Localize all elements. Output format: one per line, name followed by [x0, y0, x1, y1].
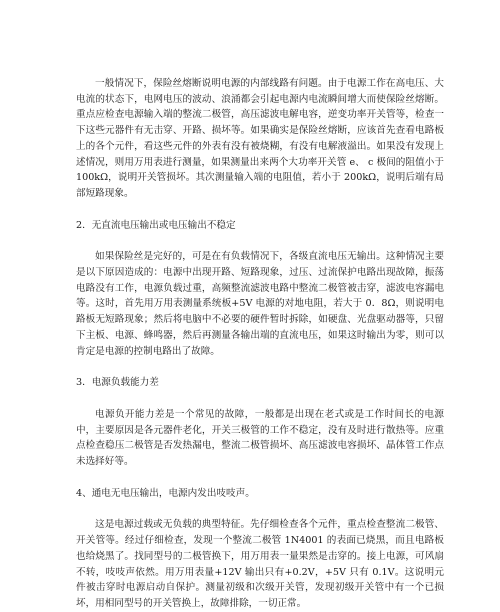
heading-no-dc-output: 2．无直流电压输出或电压输出不稳定 [76, 219, 236, 231]
paragraph-no-dc-output: 如果保险丝是完好的，可是在有负载情况下，各级直流电压无输出。这种情况主要是以下原因造成的：电源中出现开路、短路现象，过压、过流保护电路出现故障，振荡电路没有工作，电源负载过重，高频整流滤波电路中整流二极管被击穿，滤波电容漏电等。这时，首先用万用表测量系统板+5V 电源的对地电阻，若大于 0．8Ω，则说明电路板无短路现象；然后将电脑中不必要的硬件暂时拆除，如硬盘、光盘驱动器等，只留下主板、电源、蜂鸣器，然后再测量各输出端的直流电压，如果这时输出为零，则可以肯定是电源的控制电路出了故障。 [76, 251, 444, 357]
heading-squeal-no-output: 4、通电无电压输出，电源内发出吱吱声。 [76, 487, 255, 499]
paragraph-fuse-blown: 一般情况下，保险丝熔断说明电源的内部线路有问题。由于电源工作在高电压、大电流的状态下，电网电压的波动、浪涌都会引起电源内电流瞬间增大而使保险丝熔断。重点应检查电源输入端的整流二极管，高压滤波电解电容，逆变功率开关管等，检查一下这些元器件有无击穿、开路、损坏等。如果确实是保险丝熔断，应该首先查看电路板上的各个元件，看这些元件的外表有没有被烧糊，有没有电解液溢出。如果没有发现上述情况，则用万用表进行测量，如果测量出来两个大功率开关管 e、 c 极间的阻值小于 100kΩ，说明开关管损坏。其次测量输入端的电阻值，若小于 200kΩ，说明后端有局部短路现象。 [76, 78, 444, 199]
paragraph-squeal-no-output: 这是电源过载或无负载的典型特征。先仔细检查各个元件，重点检查整流二极管、开关管等。经过仔细检查，发现一个整流二极管 1N4001 的表面已烧黑，而且电路板也给烧黑了。找同型号的二极管换下，用万用表一量果然是击穿的。接上电源，可风扇不转，吱吱声依然。用万用表量+12V 输出只有+0.2V，+5V 只有 0.1V。这说明元件被击穿时电源启动自保护。测量初级和次级开关管，发现初级开关管中有一个已损坏，用相同型号的开关管换上，故障排除，一切正常。 [76, 519, 444, 609]
paragraph-weak-load: 电源负开能力差是一个常见的故障，一般都是出现在老式或是工作时间长的电源中，主要原因是各元器件老化，开关三极管的工作不稳定，没有及时进行散热等。应重点检查稳压二极管是否发热漏电，整流二极管损坏、高压滤波电容损坏、晶体管工作点未选择好等。 [76, 408, 444, 468]
heading-weak-load: 3．电源负载能力差 [76, 377, 159, 389]
